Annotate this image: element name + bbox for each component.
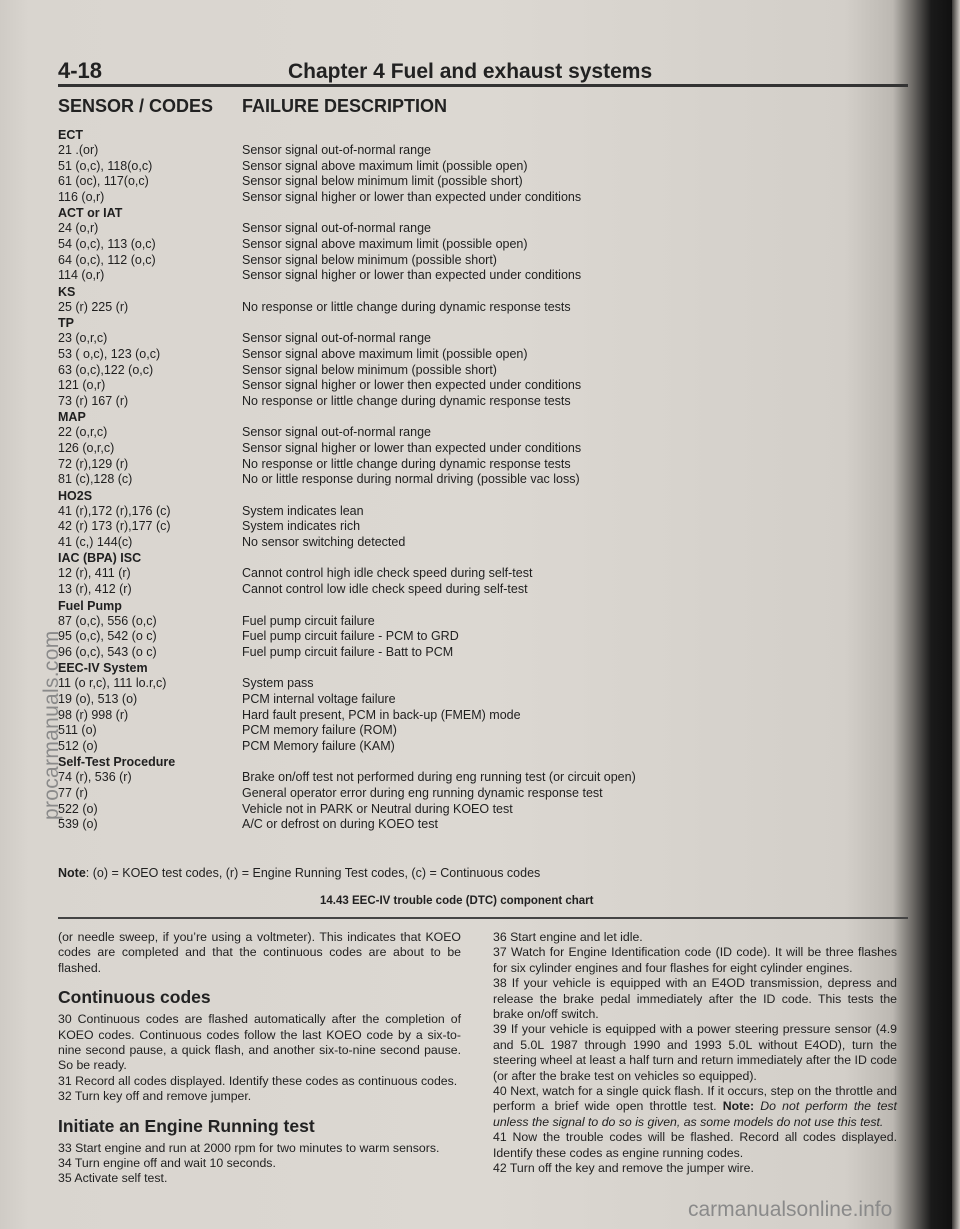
code-cell: 51 (o,c), 118(o,c) xyxy=(58,158,153,173)
description-cell: Fuel pump circuit failure - Batt to PCM xyxy=(242,644,454,659)
description-cell: Sensor signal below minimum (possible short) xyxy=(242,362,497,377)
table-row xyxy=(58,174,898,190)
description-cell: Sensor signal below minimum (possible short) xyxy=(242,252,497,267)
description-cell: No sensor switching detected xyxy=(242,534,406,549)
description-cell: No or little response during normal driving (possible vac loss) xyxy=(242,472,580,487)
table-row xyxy=(58,723,898,739)
step-31: 31 Record all codes displayed. Identify these codes as continuous codes. xyxy=(58,1073,458,1088)
table-row xyxy=(58,817,898,833)
section-divider xyxy=(58,917,908,919)
table-row xyxy=(58,708,898,724)
table-row xyxy=(58,629,898,645)
code-cell: 64 (o,c), 112 (o,c) xyxy=(58,252,156,267)
table-row xyxy=(58,457,898,473)
table-row xyxy=(58,394,898,410)
code-cell: 22 (o,r,c) xyxy=(58,425,108,440)
description-cell: General operator error during eng running dynamic response test xyxy=(242,786,603,800)
table-row xyxy=(58,221,898,237)
code-cell: 24 (o,r) xyxy=(58,221,99,236)
engine-running-test-heading: Initiate an Engine Running test xyxy=(58,1115,315,1136)
figure-caption: 14.43 EEC-IV trouble code (DTC) component chart xyxy=(320,895,594,907)
code-cell: 72 (r),129 (r) xyxy=(58,456,129,471)
description-cell: Hard fault present, PCM in back-up (FMEM) mode xyxy=(242,707,521,722)
group-title: ACT or IAT xyxy=(58,206,123,221)
table-row xyxy=(58,739,898,755)
description-cell: Sensor signal out-of-normal range xyxy=(242,425,431,440)
code-cell: 19 (o), 513 (o) xyxy=(58,692,138,707)
description-cell: Sensor signal out-of-normal range xyxy=(242,143,431,157)
table-row xyxy=(58,425,898,441)
code-cell: 54 (o,c), 113 (o,c) xyxy=(58,236,156,251)
description-cell: Sensor signal higher or lower then expected under conditions xyxy=(242,378,582,393)
code-cell: 41 (r),172 (r),176 (c) xyxy=(58,503,171,518)
step-34: 34 Turn engine off and wait 10 seconds. xyxy=(58,1156,276,1171)
code-cell: 42 (r) 173 (r),177 (c) xyxy=(58,519,171,534)
table-row xyxy=(58,582,898,598)
description-cell: Fuel pump circuit failure - PCM to GRD xyxy=(242,629,459,644)
description-cell: PCM memory failure (ROM) xyxy=(242,723,397,738)
step-38: 38 If your vehicle is equipped with an E4OD transmission, depress and release the brake pedal immediately after the ID code. This tests the brake on/off switch. xyxy=(493,976,897,1022)
table-row xyxy=(58,237,898,253)
right-text-column xyxy=(493,930,897,1177)
continuous-codes-heading: Continuous codes xyxy=(58,987,211,1008)
step-40-note-label: Note: xyxy=(722,1099,755,1114)
description-cell: Sensor signal out-of-normal range xyxy=(242,331,431,346)
description-cell: Cannot control high idle check speed during self-test xyxy=(242,566,533,581)
binding-shadow xyxy=(952,0,960,1229)
code-cell: 53 ( o,c), 123 (o,c) xyxy=(58,346,161,361)
group-title: MAP xyxy=(58,410,86,425)
watermark-carmanualsonline: carmanualsonline.info xyxy=(688,1198,893,1221)
step-36: 36 Start engine and let idle. xyxy=(493,930,643,944)
table-row xyxy=(58,268,898,284)
table-row xyxy=(58,692,898,708)
table-row xyxy=(58,441,898,457)
description-cell: Sensor signal above maximum limit (possible open) xyxy=(242,158,528,173)
table-row xyxy=(58,378,898,394)
step-35: 35 Activate self test. xyxy=(58,1171,168,1186)
description-cell: PCM internal voltage failure xyxy=(242,692,396,707)
description-cell: Brake on/off test not performed during eng running test (or circuit open) xyxy=(242,770,636,785)
step-40 xyxy=(493,1084,897,1130)
table-row xyxy=(58,786,898,802)
description-cell: No response or little change during dynamic response tests xyxy=(242,393,571,408)
description-cell: System pass xyxy=(242,676,314,691)
sensor-codes-heading: SENSOR / CODES xyxy=(58,96,214,116)
intro-paragraph: (or needle sweep, if you’re using a voltmeter). This indicates that KOEO codes are completed and that the continuous codes are about to be flashed. xyxy=(58,930,461,975)
code-cell: 522 (o) xyxy=(58,801,98,816)
step-37: 37 Watch for Engine Identification code (ID code). It will be three flashes for six cylinder engines and four flashes for eight cylinder engines. xyxy=(493,945,897,975)
group-title: IAC (BPA) ISC xyxy=(58,551,142,566)
description-cell: Sensor signal above maximum limit (possible open) xyxy=(242,346,528,361)
table-row xyxy=(58,770,898,786)
code-cell: 12 (r), 411 (r) xyxy=(58,566,131,581)
table-row xyxy=(58,566,898,582)
code-cell: 95 (o,c), 542 (o c) xyxy=(58,629,157,644)
description-cell: Sensor signal above maximum limit (possible open) xyxy=(242,236,528,251)
description-cell: Sensor signal higher or lower than expected under conditions xyxy=(242,440,582,455)
page-header xyxy=(58,52,906,84)
description-cell: Fuel pump circuit failure xyxy=(242,613,375,628)
table-row xyxy=(58,347,898,363)
description-cell: Sensor signal out-of-normal range xyxy=(242,221,431,236)
group-title: Self-Test Procedure xyxy=(58,755,176,770)
table-row xyxy=(58,143,898,159)
code-cell: 63 (o,c),122 (o,c) xyxy=(58,362,154,377)
code-cell: 61 (oc), 117(o,c) xyxy=(58,174,149,189)
step-39: 39 If your vehicle is equipped with a power steering pressure sensor (4.9 and 5.0L 1987 through 1990 and 1993 5.0L without E4OD), turn the steering wheel at least a half turn and return immediately after the ID code (or after the brake test on vehicles so equipped). xyxy=(493,1022,897,1083)
page-number: 4-18 xyxy=(58,58,103,83)
table-row xyxy=(58,159,898,175)
watermark-procarmanuals: procarmanuals.com xyxy=(40,630,63,820)
group-title: KS xyxy=(58,284,76,299)
table-row xyxy=(58,253,898,269)
code-cell: 77 (r) xyxy=(58,786,88,800)
description-cell: System indicates rich xyxy=(242,519,361,534)
table-row xyxy=(58,504,898,520)
code-cell: 126 (o,r,c) xyxy=(58,440,115,455)
note-label: Note xyxy=(58,866,86,880)
step-30: 30 Continuous codes are flashed automatically after the completion of KOEO codes. Continuous codes follow the last KOEO code by a six-to-nine second pause, a quick flash, and another six-to-nine second pause. So be ready. xyxy=(58,1012,461,1073)
table-row xyxy=(58,472,898,488)
step-40-note: Do not perform the test unless the signal to do so is given, as some models do not use this test. xyxy=(493,1099,897,1129)
code-cell: 539 (o) xyxy=(58,817,98,832)
code-cell: 23 (o,r,c) xyxy=(58,331,108,346)
group-title: TP xyxy=(58,316,74,331)
description-cell: Sensor signal below minimum limit (possible short) xyxy=(242,174,523,189)
description-cell: Cannot control low idle check speed during self-test xyxy=(242,582,528,597)
table-row xyxy=(58,802,898,818)
step-42: 42 Turn off the key and remove the jumper wire. xyxy=(493,1161,754,1176)
code-cell: 74 (r), 536 (r) xyxy=(58,770,132,785)
description-cell: No response or little change during dynamic response tests xyxy=(242,456,571,471)
chapter-title: Chapter 4 Fuel and exhaust systems xyxy=(288,60,653,83)
code-cell: 96 (o,c), 543 (o c) xyxy=(58,644,157,659)
left-text-column xyxy=(58,930,461,1187)
code-cell: 512 (o) xyxy=(58,738,98,753)
dtc-chart xyxy=(58,127,898,833)
code-cell: 25 (r) 225 (r) xyxy=(58,299,129,314)
code-cell: 41 (c,) 144(c) xyxy=(58,534,133,549)
table-row xyxy=(58,519,898,535)
group-title: Fuel Pump xyxy=(58,598,122,613)
step-40-text: 40 Next, watch for a single quick flash. If it occurs, step on the throttle and perform a brief wide open throttle test. xyxy=(493,1084,897,1114)
code-cell: 98 (r) 998 (r) xyxy=(58,707,129,722)
table-row xyxy=(58,676,898,692)
code-cell: 13 (r), 412 (r) xyxy=(58,582,132,597)
code-cell: 81 (c),128 (c) xyxy=(58,472,133,487)
step-41: 41 Now the trouble codes will be flashed. Record all codes displayed. Identify these codes as engine running codes. xyxy=(493,1130,897,1160)
table-row xyxy=(58,535,898,551)
group-title: EEC-IV System xyxy=(58,661,148,676)
table-row xyxy=(58,331,898,347)
description-cell: PCM Memory failure (KAM) xyxy=(242,738,395,753)
code-cell: 21 .(or) xyxy=(58,143,99,157)
code-cell: 511 (o) xyxy=(58,723,97,738)
table-row xyxy=(58,190,898,206)
step-33: 33 Start engine and run at 2000 rpm for two minutes to warm sensors. xyxy=(58,1140,440,1155)
code-cell: 121 (o,r) xyxy=(58,378,106,393)
code-cell: 11 (o r,c), 111 lo.r,c) xyxy=(58,676,167,691)
description-cell: System indicates lean xyxy=(242,503,364,518)
description-cell: Sensor signal higher or lower than expected under conditions xyxy=(242,189,582,204)
table-row xyxy=(58,614,898,630)
step-32: 32 Turn key off and remove jumper. xyxy=(58,1089,252,1104)
table-row xyxy=(58,300,898,316)
header-rule xyxy=(58,84,908,87)
description-cell: Sensor signal higher or lower than expected under conditions xyxy=(242,268,582,283)
chart-note xyxy=(58,866,540,880)
table-row xyxy=(58,363,898,379)
code-cell: 87 (o,c), 556 (o,c) xyxy=(58,613,157,628)
group-title: ECT xyxy=(58,128,83,142)
code-cell: 73 (r) 167 (r) xyxy=(58,393,129,408)
description-cell: Vehicle not in PARK or Neutral during KOEO test xyxy=(242,801,513,816)
description-cell: No response or little change during dynamic response tests xyxy=(242,299,571,314)
description-cell: A/C or defrost on during KOEO test xyxy=(242,817,438,832)
group-title: HO2S xyxy=(58,488,93,503)
failure-description-heading: FAILURE DESCRIPTION xyxy=(242,96,448,116)
code-cell: 114 (o,r) xyxy=(58,268,105,283)
code-cell: 116 (o,r) xyxy=(58,189,105,204)
note-text: : (o) = KOEO test codes, (r) = Engine Running Test codes, (c) = Continuous codes xyxy=(85,866,541,880)
table-row xyxy=(58,645,898,661)
